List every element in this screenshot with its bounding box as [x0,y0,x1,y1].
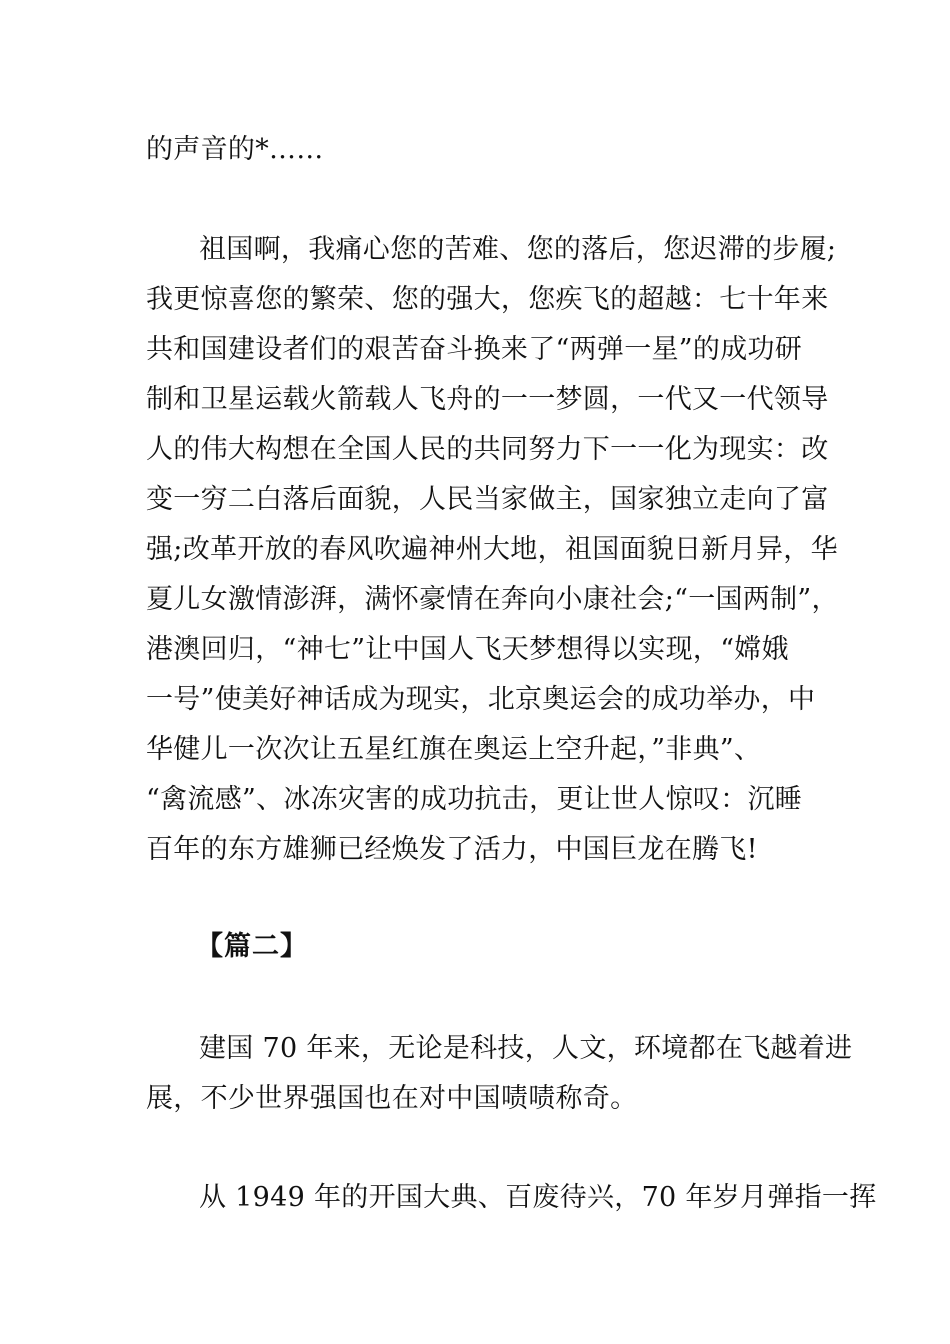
paragraph-line: 夏儿女激情澎湃，满怀豪情在奔向小康社会;“一国两制”， [146,584,839,615]
paragraph-line: 人的伟大构想在全国人民的共同努力下一一化为现实：改 [146,434,829,465]
paragraph-line: 变一穷二白落后面貌，人民当家做主，国家独立走向了富 [146,484,829,515]
section-heading: 【篇二】 [196,931,308,962]
paragraph-line: 港澳回归，“神七”让中国人飞天梦想得以实现，“嫦娥 [146,634,789,665]
paragraph-line: 百年的东方雄狮已经焕发了活力，中国巨龙在腾飞! [146,834,758,865]
paragraph-line: “禽流感”、冰冻灾害的成功抗击，更让世人惊叹：沉睡 [146,784,803,815]
paragraph-line: 制和卫星运载火箭载人飞舟的一一梦圆，一代又一代领导 [146,384,829,415]
paragraph-line: 祖国啊，我痛心您的苦难、您的落后，您迟滞的步履; [199,234,837,265]
paragraph-line: 从 1949 年的开国大典、百废待兴，70 年岁月弹指一挥 [199,1182,877,1213]
paragraph-line: 的声音的*…… [146,134,324,165]
paragraph-line: 建国 70 年来，无论是科技，人文，环境都在飞越着进 [199,1033,853,1064]
paragraph-line: 我更惊喜您的繁荣、您的强大，您疾飞的超越：七十年来 [146,284,829,315]
paragraph-line: 展，不少世界强国也在对中国啧啧称奇。 [146,1083,638,1114]
paragraph-line: 一号”使美好神话成为现实，北京奥运会的成功举办，中 [146,684,816,715]
paragraph-line: 华健儿一次次让五星红旗在奥运上空升起，”非典”、 [146,734,762,765]
paragraph-line: 共和国建设者们的艰苦奋斗换来了“两弹一星”的成功研 [146,334,803,365]
paragraph-line: 强;改革开放的春风吹遍神州大地，祖国面貌日新月异，华 [146,534,838,565]
